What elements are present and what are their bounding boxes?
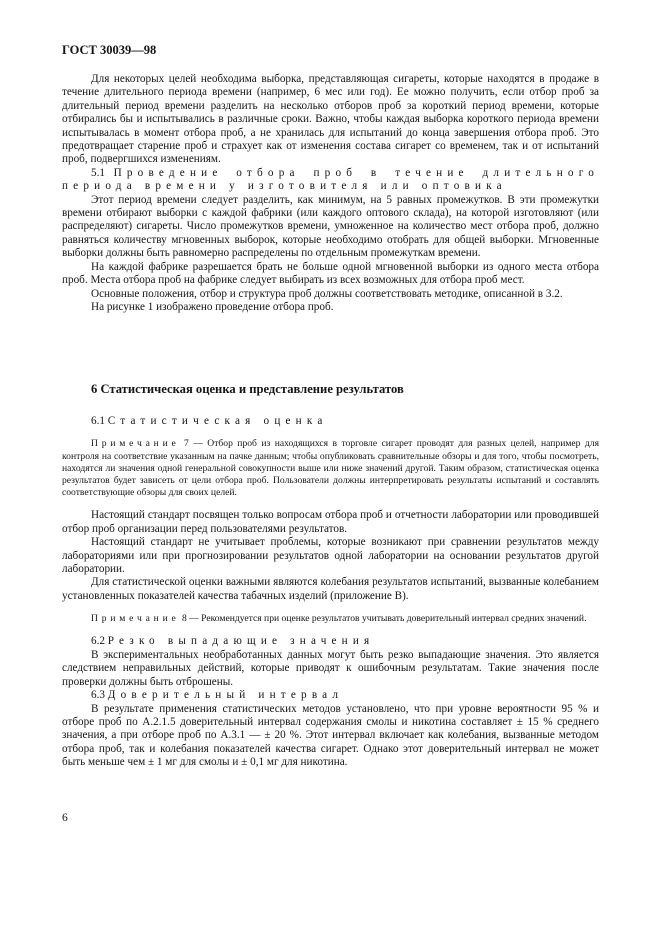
subsection-title: Резко выпадающие значения <box>107 635 375 648</box>
paragraph: Для статистической оценки важными являются колебания результатов испытаний, вызванные колебанием установленных показателей качества табачных изделий (приложение В). <box>62 576 599 602</box>
paragraph: Настоящий стандарт не учитывает проблемы, которые возникают при сравнении результатов между лабораториями или при прогнозировании результатов одной лаборатории на основании результатов другой лаборатории. <box>62 536 599 576</box>
paragraph: В экспериментальных необработанных данных могут быть резко выпадающие значения. Это является следствием неправильных действий, которые приводят к ошибочным результатам. Такие значения после проверки должны быть отброшены. <box>62 648 599 688</box>
subsection-title: Статистическая оценка <box>107 415 328 427</box>
paragraph: На каждой фабрике разрешается брать не больше одной мгновенной выборки из одного места отбора проб. Места отбора проб на фабрике следует выбирать из всех возможных для отбора проб мест. <box>62 260 599 287</box>
subsection-heading <box>62 415 599 428</box>
subsection-heading <box>62 167 599 194</box>
subsection-heading <box>62 635 599 648</box>
subsection-heading <box>62 689 599 702</box>
note <box>62 438 599 499</box>
paragraph: В результате применения статистических методов установлено, что при уровне вероятности 95 % и отборе проб по А.2.1.5 доверительный интервал содержания смолы и никотина составляет ± 15 % среднего значения, а при отборе проб по А.3.1 — ± 20 %. Этот интервал включает как колебания, вызванные методом отбора проб, так и колебания показателей качества сигарет. Однако этот доверительный интервал не может быть меньше чем ± 1 мг для смолы и ± 0,1 мг для никотина. <box>62 702 599 769</box>
section-6-heading-block <box>62 383 599 396</box>
paragraph: На рисунке 1 изображено проведение отбора проб. <box>91 300 334 313</box>
page-number: 6 <box>62 812 68 824</box>
note-text: 8 — Рекомендуется при оценке результатов учитывать доверительный интервал средних значений. <box>179 613 587 625</box>
paragraph: Для некоторых целей необходима выборка, представляющая сигареты, которые находятся в продаже в течение длительного периода времени (например, 6 мес или год). Ее можно получить, если отбор проб за длительный период времени разделить на несколько отборов проб за короткий период времени, которые отбирались бы и испытывались в различные сроки. Важно, чтобы каждая выборка короткого периода времени испытывалась в момент отбора проб, а не хранилась для испытаний до конца завершения отбора проб. Это предотвращает старение проб и страхует как от изменения состава сигарет со временем, так и от испытаний проб, подвергшихся изменениям. <box>62 73 599 166</box>
note-text: 7 — Отбор проб из находящихся в торговле сигарет проводят для разных целей, например для контроля на соответствие указанным на пачке данным; чтобы опубликовать сравнительные обзоры и для того, чтобы посмотреть, находятся ли значения одной генеральной совокупности выше или ниже значений другой. Таким образом, статистическая оценка результатов будет зависеть от цели отбора проб. Пользователи должны интерпретировать результаты испытаний и составлять соответствующие обзоры для своих целей. <box>62 438 599 499</box>
subsection-number: 5.1 <box>91 166 105 179</box>
subsection-title: Доверительный интервал <box>107 689 344 702</box>
subsection-number: 6.2 <box>91 635 105 648</box>
note <box>62 613 599 625</box>
section-5-block <box>62 73 599 314</box>
note-label: Примечание <box>91 438 180 450</box>
subsection-number: 6.1 <box>91 415 105 427</box>
paragraph: Основные положения, отбор и структура проб должны соответствовать методике, описанной в 3.2. <box>91 287 563 300</box>
subsection-title: Проведение отбора проб в течение длительного периода времени у изготовителя или оптовика <box>62 166 600 193</box>
subsection-number: 6.3 <box>91 689 105 702</box>
section-6-block <box>62 415 599 770</box>
paragraph: Настоящий стандарт посвящен только вопросам отбора проб и отчетности лаборатории или проводившей отбор проб организации перед пользователями результатов. <box>62 509 599 535</box>
document-code: ГОСТ 30039—98 <box>62 43 157 57</box>
paragraph: Этот период времени следует разделить, как минимум, на 5 равных промежутков. В эти промежутки времени отбирают выборки с каждой фабрики (или каждого оптового склада), на которой изготовляют (или распределяют) сигареты. Число промежутков времени, умноженное на количество мест отбора проб, должно равняться количеству мгновенных выборок, которые необходимо отобрать для общей выборки. Мгновенные выборки должны быть равномерно распределены по отдельным промежуткам времени. <box>62 193 599 260</box>
note-label: Примечание <box>91 613 180 625</box>
section-title: 6 Статистическая оценка и представление результатов <box>91 382 404 396</box>
